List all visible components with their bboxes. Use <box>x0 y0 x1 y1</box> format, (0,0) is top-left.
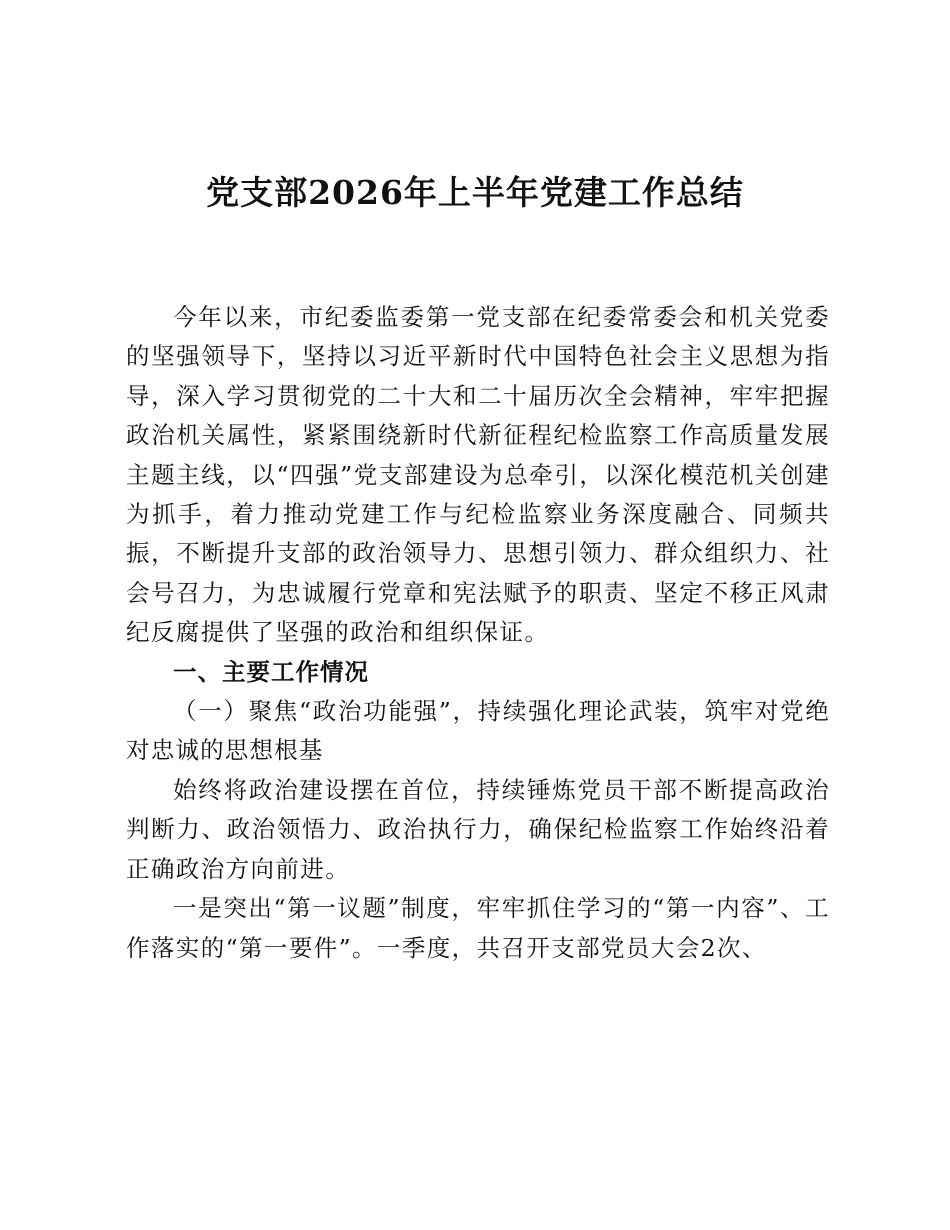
section-heading-main-work: 一、主要工作情况 <box>173 657 369 686</box>
subsection-heading-political-function: （一）聚焦“政治功能强”，持续强化理论武装，筑牢对党绝对忠诚的思想根基 <box>126 697 830 765</box>
document-title: 党支部2026年上半年党建工作总结 <box>206 173 744 212</box>
intro-paragraph: 今年以来，市纪委监委第一党支部在纪委常委会和机关党委的坚强领导下，坚持以习近平新时代中国特色社会主义思想为指导，深入学习贯彻党的二十大和二十届历次全会精神，牢牢把握政治机关属性，紧紧围绕新时代新征程纪检监察工作高质量发展主题主线，以“四强”党支部建设为总牵引，以深化模范机关创建为抓手，着力推动党建工作与纪检监察业务深度融合、同频共振，不断提升支部的政治领导力、思想引领力、群众组织力、社会号召力，为忠诚履行党章和宪法赋予的职责、坚定不移正风肃纪反腐提供了坚强的政治和组织保证。 <box>126 303 830 647</box>
item-one-paragraph: 一是突出“第一议题”制度，牢牢抓住学习的“第一内容”、工作落实的“第一要件”。一季度，共召开支部党员大会2次、 <box>126 894 830 962</box>
document-body <box>126 298 830 968</box>
subsection-body-paragraph: 始终将政治建设摆在首位，持续锤炼党员干部不断提高政治判断力、政治领悟力、政治执行力，确保纪检监察工作始终沿着正确政治方向前进。 <box>126 775 830 883</box>
